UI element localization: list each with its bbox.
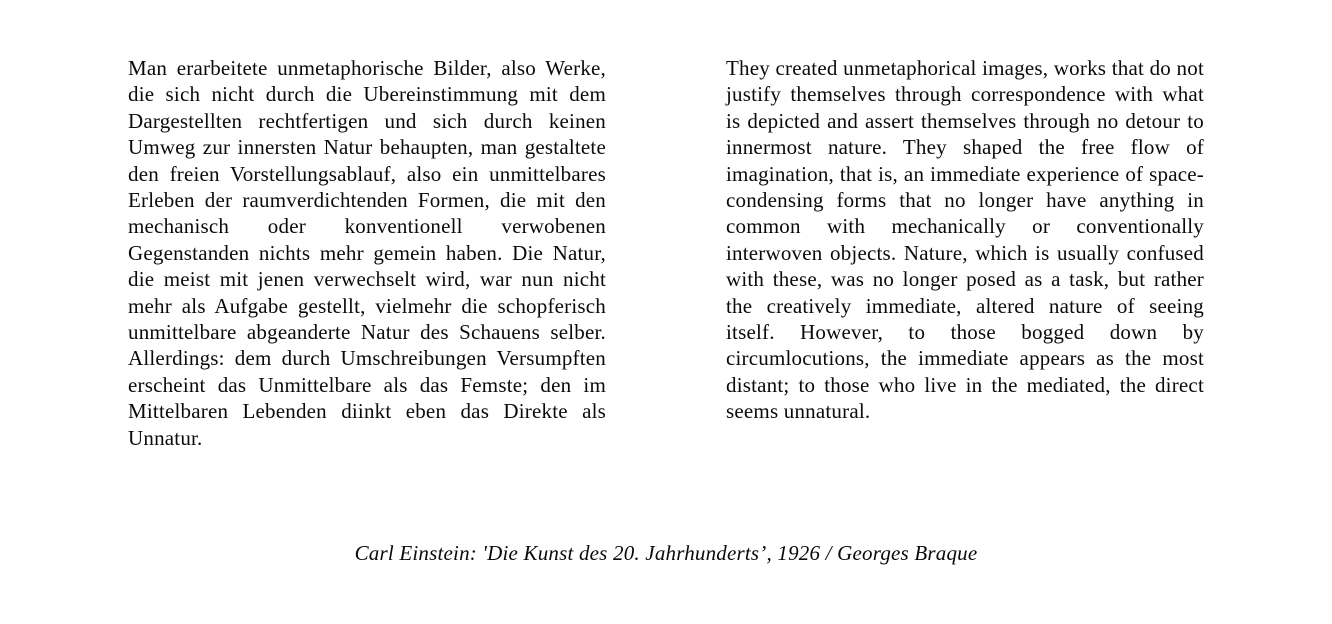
citation-caption: Carl Einstein: 'Die Kunst des 20. Jahrhunderts’, 1926 / Georges Braque <box>354 541 978 565</box>
two-column-text-block <box>128 55 1204 451</box>
german-text-column: Man erarbeitete unmetaphorische Bilder, also Werke, die sich nicht durch die Ubereinstimmung mit dem Dargestellten rechtfertigen und sich durch keinen Umweg zur innersten Natur behaupten, man gestaltete den freien Vorstellungsablauf, also ein unmittelbares Erleben der raumverdichtenden Formen, die mit den mechanisch oder konventionell verwobenen Gegenstanden nichts mehr gemein haben. Die Natur, die meist mit jenen verwechselt wird, war nun nicht mehr als Aufgabe gestellt, vielmehr die schopferisch unmittelbare abgeanderte Natur des Schauens selber. Allerdings: dem durch Umschreibungen Versumpften erscheint das Unmittelbare als das Femste; den im Mittelbaren Lebenden diinkt eben das Direkte als Unnatur. <box>128 56 606 450</box>
english-text-column: They created unmetaphorical images, works that do not justify themselves through correspondence with what is depicted and assert themselves through no detour to innermost nature. They shaped the free flow of imagination, that is, an immediate experience of space-condensing forms that no longer have anything in common with mechanically or conventionally interwoven objects. Nature, which is usually confused with these, was no longer posed as a task, but rather the creatively immediate, altered nature of seeing itself. However, to those bogged down by circumlocutions, the immediate appears as the most distant; to those who live in the mediated, the direct seems unnatural. <box>726 56 1204 424</box>
